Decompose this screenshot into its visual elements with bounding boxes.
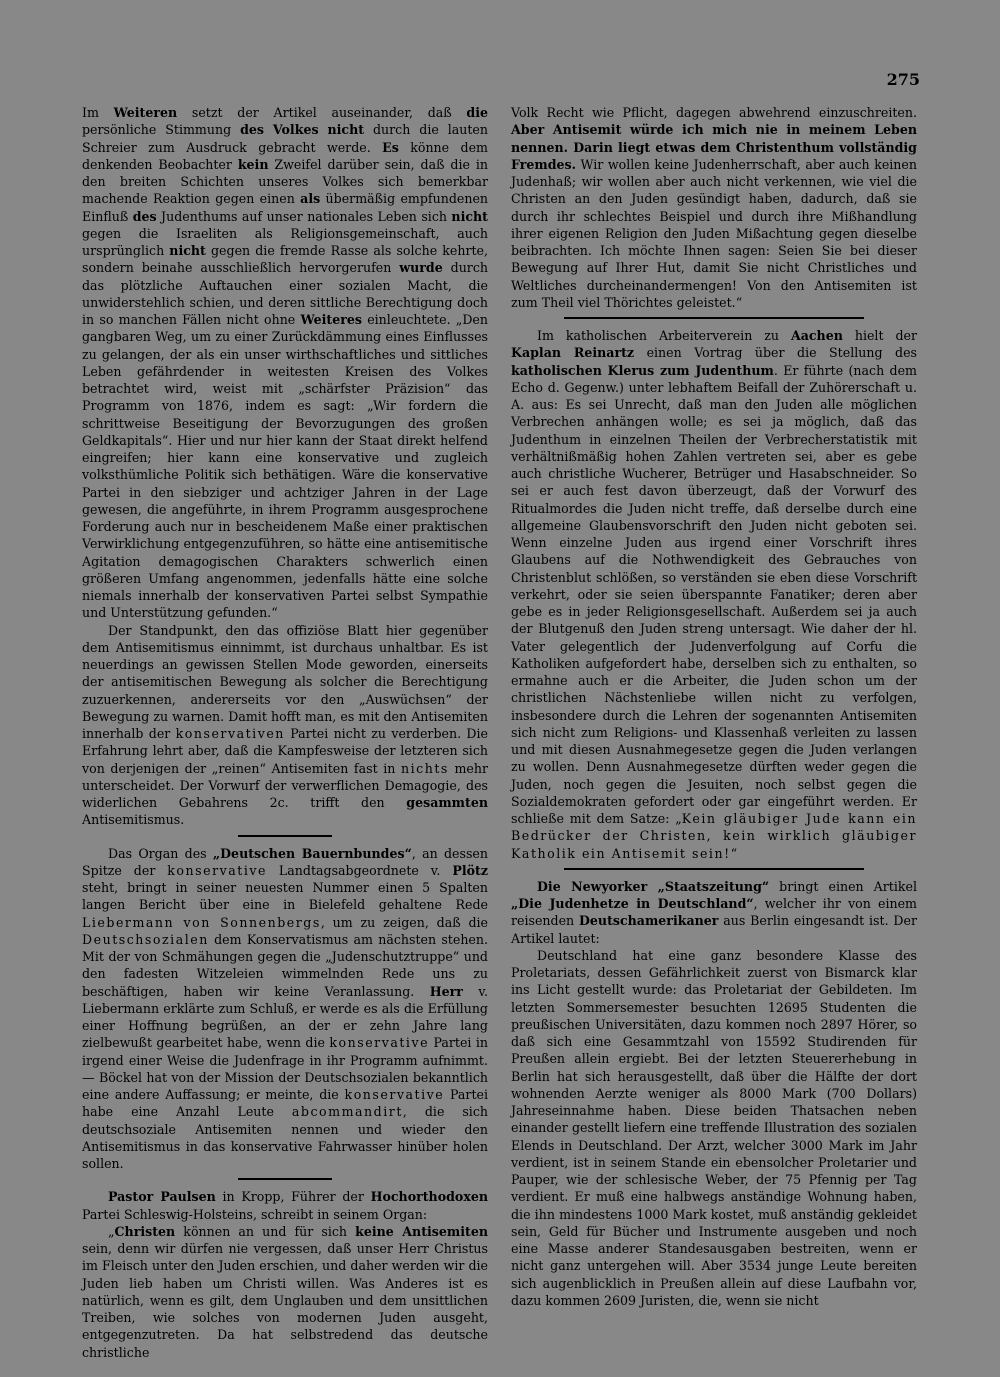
bold-text: des bbox=[240, 122, 264, 138]
paragraph bbox=[82, 622, 488, 829]
bold-text: Volkes bbox=[272, 122, 319, 138]
text-run: Partei Schleswig-Holsteins, schreibt in seinem Organ: bbox=[82, 1206, 428, 1222]
text-run: könne dem denkenden Beobachter bbox=[82, 139, 488, 172]
bold-text: Die Newyorker „Staatszeitung“ bbox=[537, 878, 770, 894]
text-run: Zweifel darüber sein, daß die in den breiten Schichten unseres Volkes sich bemerkbar machende Reaktion gegen einen bbox=[82, 156, 488, 207]
page-number: 275 bbox=[886, 70, 920, 89]
section-divider bbox=[564, 317, 864, 319]
spaced-text: konservative bbox=[329, 1035, 430, 1051]
bold-text: als bbox=[300, 191, 321, 207]
text-run: in Kropp, Führer der bbox=[215, 1189, 371, 1205]
spaced-text: Liebermann von Sonnenbergs bbox=[82, 914, 321, 930]
paragraph bbox=[511, 947, 917, 1309]
spaced-text: konservativen bbox=[175, 726, 285, 741]
text-run: Im katholischen Arbeiterverein zu bbox=[537, 328, 791, 343]
section-divider bbox=[238, 1178, 332, 1180]
text-run: steht, bringt in seiner neuesten Nummer einen 5 Spalten langen Bericht über eine in Bielefeld gehaltene Rede bbox=[82, 880, 488, 913]
text-run: hielt der bbox=[842, 328, 917, 343]
text-run: gegen die fremde Rasse als solche kehrte, sondern beinahe ausschließlich hervorgerufen bbox=[82, 243, 488, 276]
spaced-text: abcommandirt bbox=[291, 1104, 403, 1120]
text-run: bringt einen Artikel bbox=[769, 878, 917, 894]
text-run: Volk Recht wie Pflicht, dagegen abwehrend einzuschreiten. bbox=[511, 105, 917, 120]
bold-text: Pastor Paulsen bbox=[108, 1189, 216, 1205]
paragraph bbox=[511, 327, 917, 862]
bold-text: katholischen Klerus zum Judenthum bbox=[511, 362, 774, 378]
bold-text: Aber Antisemit würde ich mich nie in meinem Leben nennen. Darin liegt etwas dem Christenthum vollständig Fremdes. bbox=[511, 122, 917, 172]
bold-text: Plötz bbox=[452, 862, 488, 878]
paragraph bbox=[82, 104, 488, 622]
bold-text: Christen bbox=[114, 1223, 176, 1239]
paragraph bbox=[511, 878, 917, 947]
bold-text: Kaplan Reinartz bbox=[511, 345, 635, 361]
text-run: persönliche Stimmung bbox=[82, 122, 241, 138]
paragraph bbox=[82, 1223, 488, 1361]
text-run: setzt der Artikel auseinander, daß bbox=[177, 105, 467, 120]
text-run: Partei habe eine Anzahl Leute bbox=[82, 1087, 488, 1120]
bold-text: Hochorthodoxen bbox=[370, 1189, 488, 1205]
text-run: Partei nicht zu verderben. Die Erfahrung lehrt aber, daß die Kampfesweise der letzteren sich von derjenigen der „reinen“ Antisemiten fast in bbox=[82, 726, 488, 776]
text-run: , an dessen Spitze der bbox=[82, 845, 488, 878]
text-run: dem Konservatismus am nächsten stehen. Mit der von Schmähungen gegen die „Judenschutztruppe“ und den fadesten Witzeleien wimmelnden Rede uns zu beschäftigen, haben wir keine Veranlassung. bbox=[82, 931, 488, 999]
text-run: . Er führte (nach dem Echo d. Gegenw.) unter lebhaftem Beifall der Zuhörerschaft u. A. aus: Es sei Unrecht, daß man den Juden alle möglichen Verbrechen anhängen wolle; es sei ja möglich, daß das Judenthum in einzelnen Theilen der Verbrecherstatistik mit verhältnißmäßig hohen Zahlen vertreten sei, aber es gebe auch christliche Wucherer, Betrüger und Hasabschneider. So sei er auch fest davon überzeugt, daß der Vorwurf des Ritualmordes die Juden nicht treffe, daß derselbe durch eine allgemeine Glaubensvorschrift den Juden nicht geboten sei. Wenn einzelne Juden aus irgend einer Vorschrift ihres Glaubens auf die Nothwendigkeit des Gebrauches von Christenblut schlößen, so verständen sie eben diese Vorschrift verkehrt, oder sie seien überspannte Fanatiker; deren aber gebe es in jeder Religionsgesellschaft. Außerdem sei ja auch der Blutgenuß den Juden streng untersagt. Wie daher der hl. Vater gelegentlich der Judenverfolgung auf Corfu die Katholiken aufgefordert habe, derselben sich zu enthalten, so ermahne auch er die Arbeiter, die Juden schon um der christlichen Nächstenliebe willen nicht zu verfolgen, insbesondere durch die Lehren der sogenannten Antisemiten sich nicht zum Religions- und Klassenhaß verleiten zu lassen und mit diesen Ausnahmegesetze gegen die Juden verlangen zu wollen. Denn Ausnahmegesetze dürften weder gegen die Juden, noch gegen die Jesuiten, noch selbst gegen die Sozialdemokraten gefordert oder gar eingeführt werden. Er schließe mit dem Satze: „ bbox=[511, 362, 917, 826]
text-run: mehr unterscheidet. Der Vorwurf der verwerflichen Demagogie, des widerlichen Gebahrens 2c. trifft den bbox=[82, 760, 488, 810]
bold-text: gesammten bbox=[406, 795, 488, 810]
text-run: „ bbox=[108, 1223, 115, 1239]
text-run: , die sich deutschsoziale Antisemiten nennen und wieder den Antisemitismus in das konservative Fahrwasser hinüber holen sollen. bbox=[82, 1104, 488, 1171]
bold-text: Weiteres bbox=[300, 312, 362, 327]
text-run: einen Vortrag über die Stellung des bbox=[634, 345, 917, 361]
text-run: übermäßig empfundenen Einfluß bbox=[82, 191, 489, 224]
text-run: durch das plötzliche Auftauchen einer sozialen Macht, die unwiderstehlich schien, und deren sittliche Berechtigung doch in so manchen Fällen nicht ohne bbox=[82, 260, 488, 327]
text-run: Das Organ des bbox=[108, 845, 213, 861]
text-run: sein, denn wir dürfen nie vergessen, daß unser Herr Christus im Fleisch unter den Juden erschien, und daher werden wir die Juden lieb haben um Christi willen. Was Anderes ist es natürlich, wenn es gilt, dem Unglauben und dem unsittlichen Treiben, wie solches von modernen Juden ausgeht, entgegenzutreten. Da hat selbstredend das deutsche christliche bbox=[82, 1241, 488, 1360]
paragraph bbox=[511, 104, 917, 311]
bold-text: Aachen bbox=[790, 328, 843, 343]
text-run: gegen die Israeliten als Religionsgemeinschaft, auch ursprünglich bbox=[82, 225, 488, 258]
bold-text: „Deutschen Bauernbundes“ bbox=[212, 845, 412, 861]
bold-text: Es bbox=[382, 139, 399, 155]
spaced-text: nichts bbox=[400, 760, 449, 776]
bold-text: Deutschamerikaner bbox=[578, 913, 719, 929]
text-run: einleuchtete. „Den gangbaren Weg, um zu einer Zurückdämmung eines Einflusses zu gelangen, der als ein unser wirthschaftliches und sittliches Leben gefährdender in weitesten Kreisen des Volkes betrachtet wird, weist mit „schärfster Präzision“ das Programm von 1876, indem es sagt: „Wir fordern die schrittweise Beseitigung der Bevorzugungen des großen Geldkapitals“. Hier und nur hier kann der Staat direkt helfend eingreifen; hier kann eine konservative und zugleich volksthümliche Politik sich bethätigen. Wäre die konservative Partei in den siebziger und achtziger Jahren in der Lage gewesen, die angeführte, in ihrem Programm ausgesprochene Forderung auch nur in bescheidenem Maße einer praktischen Verwirklichung entgegenzuführen, so hätte eine antisemitische Agitation demagogischen Charakters schwerlich einen größeren Umfang angenommen, jedenfalls hätte eine solche niemals innerhalb der konservativen Partei selbst Sympathie und Unterstützung gefunden.“ bbox=[82, 312, 488, 621]
paragraph bbox=[82, 1188, 488, 1223]
text-run bbox=[264, 122, 273, 137]
text-run: Partei in irgend einer Weise die Judenfrage in ihr Programm aufnimmt. — Böckel hat von der Mission der Deutschsozialen bekanntlich eine andere Auffassung; er meinte, die bbox=[82, 1035, 488, 1102]
text-run: durch die lauten Schreier zum Ausdruck gebracht werde. bbox=[82, 122, 488, 155]
spaced-text: konservative bbox=[344, 1087, 445, 1102]
text-run: , welcher ihr von einem reisenden bbox=[511, 896, 917, 929]
bold-text: kein bbox=[237, 156, 269, 172]
text-run: “ bbox=[730, 845, 738, 861]
paragraph bbox=[82, 845, 488, 1173]
section-divider bbox=[564, 868, 864, 870]
spaced-text: Kein gläubiger Jude kann ein Bedrücker der Christen, kein wirklich gläubiger Katholik ein Antisemit sein! bbox=[511, 811, 917, 861]
bold-text: keine Antisemiten bbox=[355, 1223, 488, 1239]
section-divider bbox=[238, 835, 332, 837]
text-run: Im bbox=[82, 105, 114, 120]
right-column bbox=[511, 104, 917, 1309]
text-run: Der Standpunkt, den das offiziöse Blatt hier gegenüber dem Antisemitismus einnimmt, ist durchaus unhaltbar. Es ist neuerdings an gewissen Stellen Mode geworden, einerseits der antisemitischen Bewegung als solcher die Berechtigung zuzuerkennen, andererseits vor den „Auswüchsen“ der Bewegung zu warnen. Damit hofft man, es mit den Antisemiten innerhalb der bbox=[82, 622, 488, 741]
spaced-text: Deutschsozialen bbox=[82, 931, 209, 947]
bold-text: „Die Judenhetze in Deutschland“ bbox=[511, 896, 754, 911]
bold-text: nicht bbox=[451, 208, 488, 224]
text-run: Judenthums auf unser nationales Leben sich bbox=[156, 208, 452, 224]
text-run: v. Liebermann erklärte zum Schluß, er werde es als die Erfüllung einer Hoffnung begrüßen, an der er zehn Jahre lang zielbewußt gearbeitet habe, wenn die bbox=[82, 983, 488, 1051]
text-run: Wir wollen keine Judenherrschaft, aber auch keinen Judenhaß; wir wollen aber auch nicht verkennen, wie viel die Christen an den Juden gesündigt haben, dadurch, daß sie durch ihr schlechtes Beispiel und durch ihre Mißhandlung ihrer eigenen Religion den Juden Mißachtung gegen dieselbe beibrachten. Ich möchte Ihnen sagen: Seien Sie bei dieser Bewegung auf Ihrer Hut, damit Sie nicht Christliches und Weltliches durcheinandermengen! Von den Antisemiten ist zum Theil viel Thörichtes geleistet.“ bbox=[511, 156, 917, 310]
spaced-text: konservative bbox=[167, 862, 267, 878]
bold-text: nicht bbox=[169, 243, 206, 258]
text-run: Landtagsabgeordnete v. bbox=[266, 862, 453, 878]
text-run: aus Berlin eingesandt ist. Der Artikel lautet: bbox=[511, 913, 917, 946]
text-run: können an und für sich bbox=[175, 1223, 356, 1239]
bold-text: die bbox=[466, 105, 489, 120]
bold-text: wurde bbox=[399, 260, 443, 276]
bold-text: des bbox=[132, 208, 157, 224]
bold-text: Herr bbox=[429, 983, 463, 999]
text-run: , um zu zeigen, daß die bbox=[320, 914, 488, 930]
text-run: Deutschland hat eine ganz besondere Klasse des Proletariats, dessen Gefährlichkeit zuerst von Bismarck klar ins Licht gestellt wurde: das Proletariat der Gebildeten. Im letzten Sommersemester besuchten 12695 Studenten die preußischen Universitäten, dazu kommen noch 2897 Hörer, so daß sich eine Gesammtzahl von 15592 Studirenden für Preußen allein ergiebt. Bei der letzten Steuererhebung in Berlin hat sich herausgestellt, daß über die Hälfte der dort wohnenden Aerzte weniger als 8000 Mark (700 Dollars) Jahreseinnahme haben. Diese beiden Thatsachen neben einander gestellt liefern eine treffende Illustration des sozialen Elends in Deutschland. Der Arzt, welcher 3000 Mark im Jahr verdient, ist in seinem Stande ein ebensolcher Proletarier und Pauper, wie der schlesische Weber, der 75 Pfennig per Tag verdient. Er muß eine halbwegs anständige Wohnung haben, die ihn mindestens 1000 Mark kostet, muß anständig gekleidet sein, Geld für Bücher und Instrumente ausgeben und noch eine Masse anderer Standesausgaben bestreiten, wenn er nicht ganz untergehen will. Aber 3534 junge Leute bereiten sich augenblicklich in Preußen allein auf diese Laufbahn vor, dazu kommen 2609 Juristen, die, wenn sie nicht bbox=[511, 947, 917, 1308]
left-column bbox=[82, 104, 488, 1361]
bold-text: nicht bbox=[327, 122, 365, 138]
text-run: Antisemitismus. bbox=[82, 812, 185, 828]
bold-text: Weiteren bbox=[113, 105, 178, 120]
